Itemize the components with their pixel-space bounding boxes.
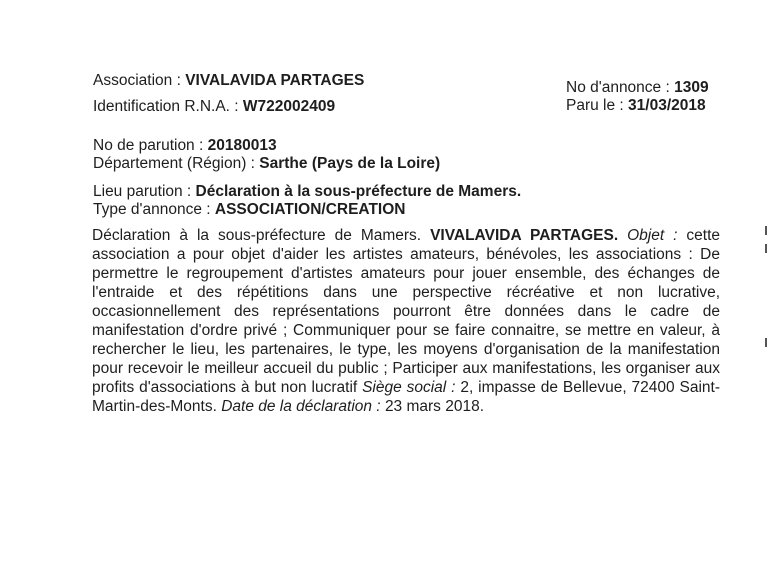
body-association-name: VIVALAVIDA PARTAGES. bbox=[430, 227, 619, 244]
lieu-label: Lieu parution : bbox=[93, 183, 196, 200]
parution-line bbox=[93, 136, 277, 156]
annonce-number-line bbox=[566, 78, 709, 98]
body-siege-label: Siège social : bbox=[357, 379, 461, 396]
body-siege-text: 2, impasse de Bellevue, 72400 Saint-Martin-des-Monts. bbox=[92, 379, 720, 415]
parution-label: No de parution : bbox=[93, 137, 208, 154]
lieu-line bbox=[93, 182, 521, 202]
scan-edge-mark bbox=[765, 338, 767, 347]
lieu-value: Déclaration à la sous-préfecture de Mamers. bbox=[195, 183, 522, 200]
scan-edge-mark bbox=[765, 226, 767, 235]
body-date-text: 23 mars 2018. bbox=[384, 398, 485, 415]
scan-edge-mark bbox=[765, 244, 767, 253]
rna-line bbox=[93, 97, 335, 117]
type-line bbox=[93, 200, 406, 220]
body-intro: Déclaration à la sous-préfecture de Mamers. bbox=[92, 227, 431, 244]
notice-body bbox=[92, 226, 720, 416]
annonce-value: 1309 bbox=[674, 79, 709, 96]
body-objet-label: Objet : bbox=[618, 227, 687, 244]
body-objet-text: cette association a pour objet d'aider les artistes amateurs, bénévoles, les associations : De permettre le regroupement d'artistes amateurs pour jouer ensemble, des échanges de l'entraide et des répétitions dans une perspective récréative et non lucrative, occasionnellement des représentations pourront être données dans le cadre de manifestation d'ordre privé ; Communiquer pour se faire connaitre, se mettre en valeur, à rechercher le lieu, les partenaires, le type, les moyens d'organisation de la manifestation pour recevoir le meilleur accueil du public ; Participer aux manifestations, les organiser aux profits d'associations à but non lucratif bbox=[92, 227, 720, 396]
annonce-label: No d'annonce : bbox=[566, 79, 675, 96]
paru-label: Paru le : bbox=[566, 97, 629, 114]
rna-value: W722002409 bbox=[242, 98, 336, 115]
departement-label: Département (Région) : bbox=[93, 155, 260, 172]
type-value: ASSOCIATION/CREATION bbox=[214, 201, 406, 218]
association-line bbox=[93, 71, 364, 91]
parution-value: 20180013 bbox=[207, 137, 277, 154]
paru-value: 31/03/2018 bbox=[628, 97, 706, 114]
type-label: Type d'annonce : bbox=[93, 201, 215, 218]
rna-label: Identification R.N.A. : bbox=[93, 98, 243, 115]
association-name: VIVALAVIDA PARTAGES bbox=[185, 72, 365, 89]
departement-line bbox=[93, 154, 440, 174]
departement-value: Sarthe (Pays de la Loire) bbox=[259, 155, 441, 172]
body-date-label: Date de la déclaration : bbox=[216, 398, 385, 415]
association-label: Association : bbox=[93, 72, 186, 89]
paru-line bbox=[566, 96, 706, 116]
